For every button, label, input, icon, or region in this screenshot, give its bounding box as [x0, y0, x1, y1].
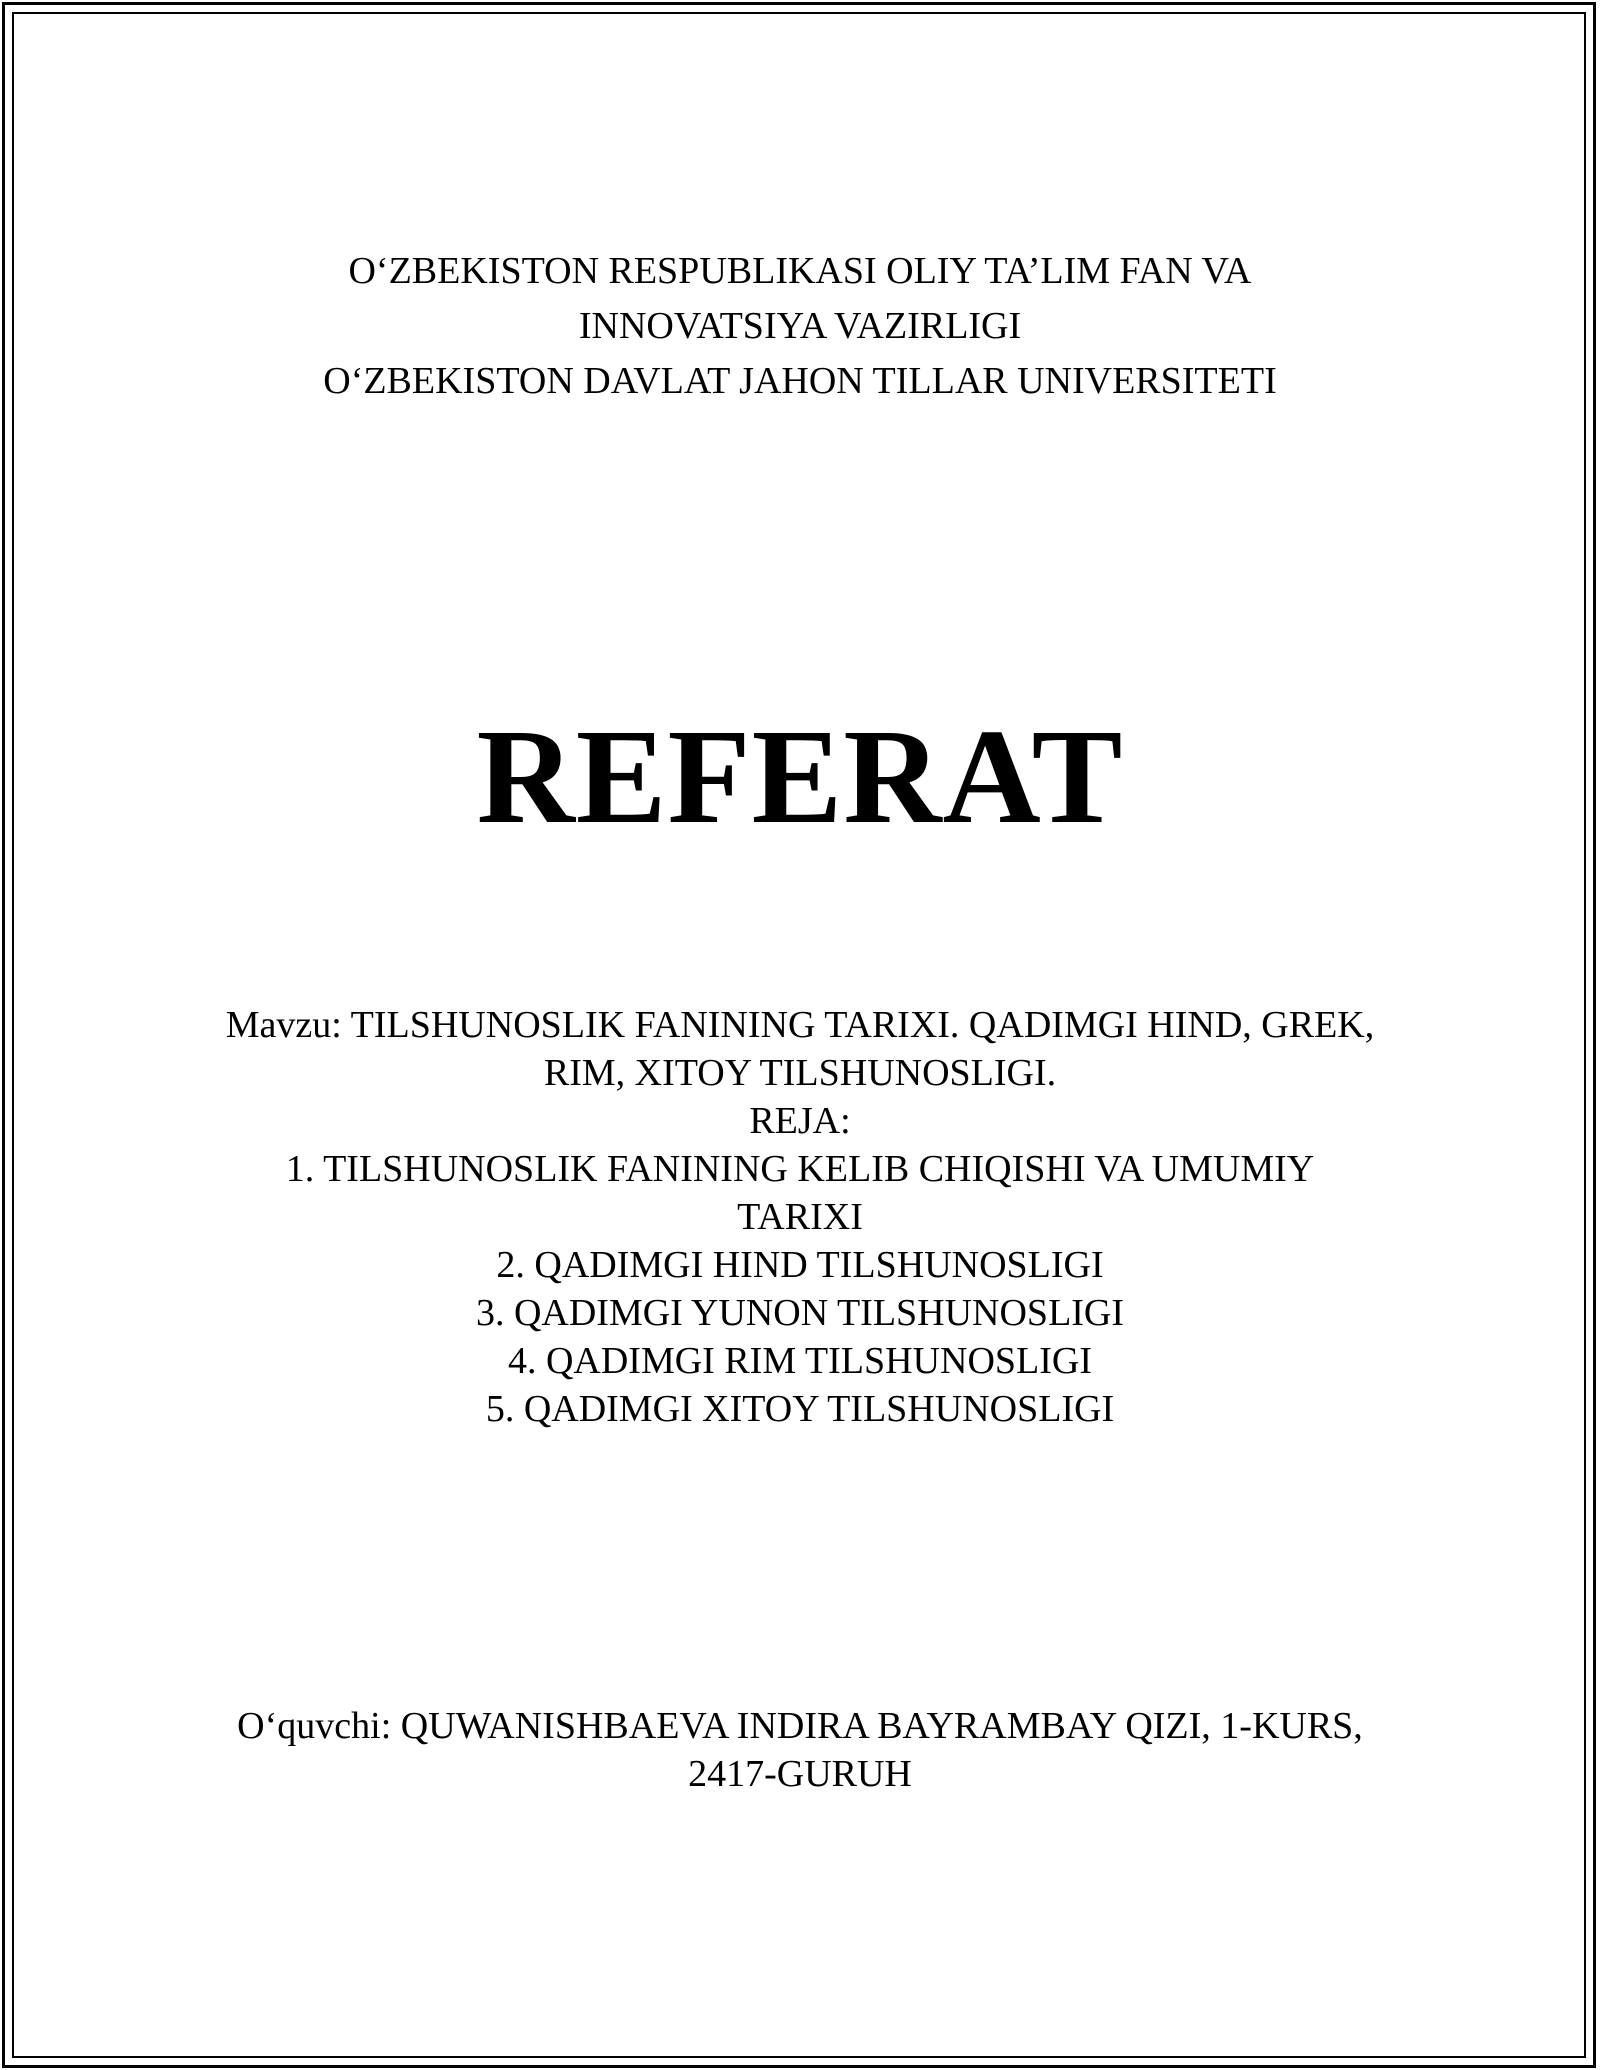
plan-item: 2. QADIMGI HIND TILSHUNOSLIGI [496, 1244, 1104, 1286]
ministry-line-1: O‘ZBEKISTON RESPUBLIKASI OLIY TA’LIM FAN VA [348, 250, 1252, 292]
student-line-2: 2417-GURUH [688, 1753, 912, 1795]
document-title: REFERAT [476, 702, 1124, 852]
plan-heading: REJA: [749, 1100, 851, 1142]
plan-item: 5. QADIMGI XITOY TILSHUNOSLIGI [485, 1388, 1115, 1430]
student-info [0, 1702, 1600, 1798]
ministry-line-2: INNOVATSIYA VAZIRLIGI [578, 305, 1022, 347]
plan-item: TARIXI [737, 1196, 863, 1238]
university-name: O‘ZBEKISTON DAVLAT JAHON TILLAR UNIVERSITETI [323, 360, 1277, 402]
plan-item: 4. QADIMGI RIM TILSHUNOSLIGI [507, 1340, 1093, 1382]
topic-line-2: RIM, XITOY TILSHUNOSLIGI. [543, 1052, 1057, 1094]
student-line-1: O‘quvchi: QUWANISHBAEVA INDIRA BAYRAMBAY QIZI, 1-KURS, [237, 1705, 1363, 1747]
plan-item: 3. QADIMGI YUNON TILSHUNOSLIGI [475, 1292, 1125, 1334]
topic-and-plan [0, 1001, 1600, 1433]
topic-line-1: Mavzu: TILSHUNOSLIK FANINING TARIXI. QADIMGI HIND, GREK, [225, 1004, 1375, 1046]
plan-item: 1. TILSHUNOSLIK FANINING KELIB CHIQISHI VA UMUMIY [285, 1148, 1315, 1190]
ministry-header [0, 244, 1600, 409]
